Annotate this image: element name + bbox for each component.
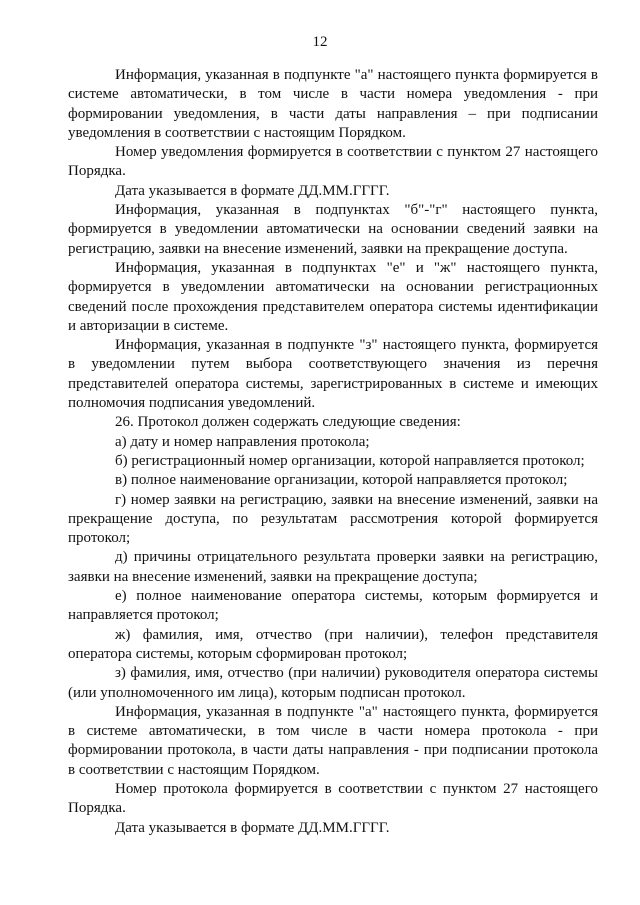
list-item-v: в) полное наименование организации, которой направляется протокол;	[115, 472, 568, 489]
paragraph: Дата указывается в формате ДД.ММ.ГГГГ.	[115, 819, 390, 836]
paragraph: Информация, указанная в подпункте "а" настоящего пункта формируется в системе автоматически, в том числе в части номера уведомления - при формировании уведомления, в части даты направления – при подписании уведомления в соответствии с настоящим Порядком.	[68, 67, 598, 141]
list-item-zh: ж) фамилия, имя, отчество (при наличии), телефон представителя оператора системы, которым сформирован протокол;	[68, 626, 598, 662]
paragraph: Номер протокола формируется в соответствии с пунктом 27 настоящего Порядка.	[68, 780, 598, 817]
page-number: 12	[312, 34, 328, 50]
list-item-e: е) полное наименование оператора системы, которым формируется и направляется протокол;	[68, 588, 598, 624]
list-item-g: г) номер заявки на регистрацию, заявки на внесение изменений, заявки на прекращение доступа, по результатам рассмотрения которой формируется протокол;	[68, 491, 598, 547]
section-heading-26: 26. Протокол должен содержать следующие сведения:	[115, 414, 461, 431]
paragraph: Информация, указанная в подпунктах "б"-"г" настоящего пункта, формируется в уведомлении автоматически на основании сведений заявки на регистрацию, заявки на внесение изменений, заявки на прекращение доступа.	[68, 202, 598, 257]
list-item-d: д) причины отрицательного результата проверки заявки на регистрацию, заявки на внесение изменений, заявки на прекращение доступа;	[68, 549, 598, 585]
paragraph: Информация, указанная в подпункте "з" настоящего пункта, формируется в уведомлении путем выбора соответствующего значения из перечня представителей оператора системы, зарегистрированных в системе и имеющих полномочия подписания уведомлений.	[68, 337, 598, 412]
list-item-a: а) дату и номер направления протокола;	[115, 433, 370, 450]
list-item-z: з) фамилия, имя, отчество (при наличии) руководителя оператора системы (или уполномоченного им лица), которым подписан протокол.	[68, 665, 598, 701]
document-body	[68, 66, 598, 838]
paragraph: Информация, указанная в подпунктах "е" и "ж" настоящего пункта, формируется в уведомлении автоматически на основании регистрационных сведений после прохождения представителем оператора системы идентификации и авторизации в системе.	[68, 259, 598, 334]
paragraph: Номер уведомления формируется в соответствии с пунктом 27 настоящего Порядка.	[68, 144, 598, 180]
paragraph: Дата указывается в формате ДД.ММ.ГГГГ.	[115, 182, 390, 199]
list-item-b: б) регистрационный номер организации, которой направляется протокол;	[115, 452, 585, 469]
paragraph: Информация, указанная в подпункте "а" настоящего пункта, формируется в системе автоматически, в том числе в части номера протокола - при формировании протокола, в части даты направления - при подписании протокола в соответствии с настоящим Порядком.	[68, 703, 598, 778]
